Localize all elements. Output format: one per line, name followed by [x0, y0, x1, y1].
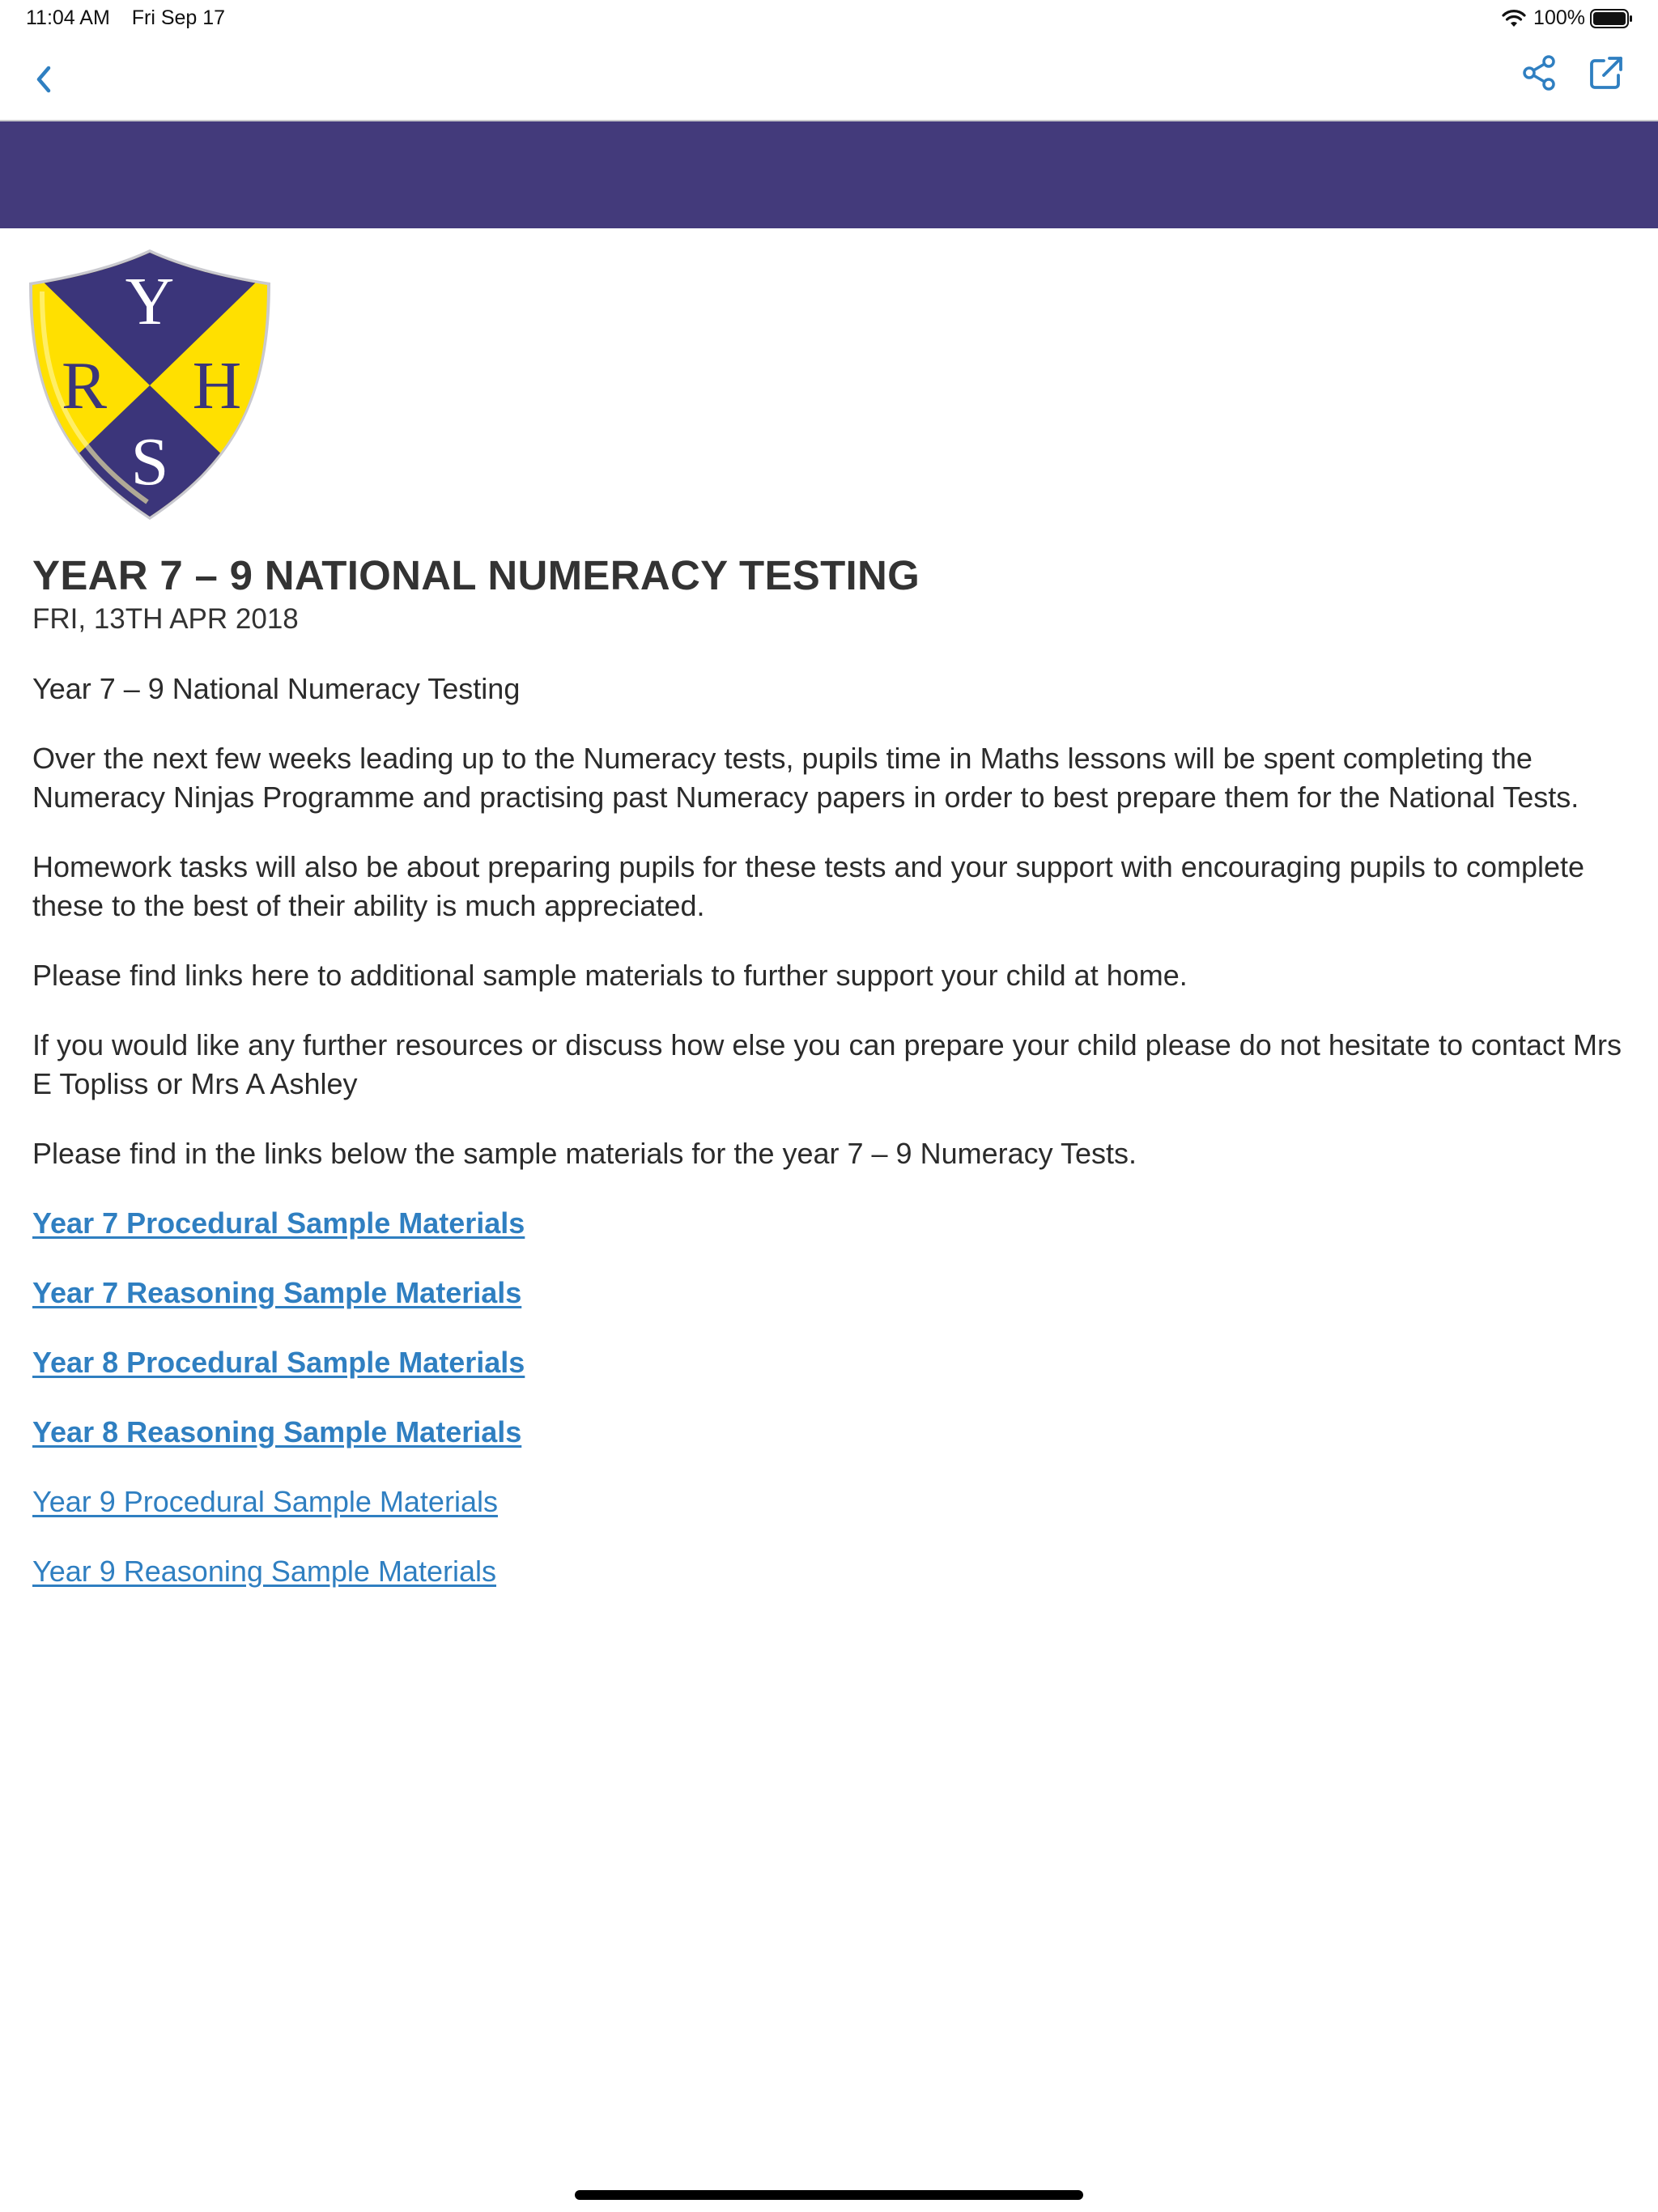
article-paragraph: Please find links here to additional sample materials to further support your child at home. [32, 958, 1188, 992]
status-time-date [26, 6, 225, 30]
share-button[interactable] [1514, 47, 1566, 99]
link-year8-procedural[interactable]: Year 8 Procedural Sample Materials [32, 1345, 525, 1379]
chevron-left-icon [32, 63, 56, 96]
share-icon [1521, 54, 1558, 91]
status-date: Fri Sep 17 [131, 6, 226, 29]
wifi-icon [1501, 9, 1527, 28]
navigation-bar [0, 39, 1658, 121]
open-external-button[interactable] [1580, 47, 1632, 99]
crest-letter-s: S [130, 424, 169, 500]
crest-letter-h: H [192, 348, 242, 423]
status-bar [0, 0, 1658, 39]
link-year8-reasoning[interactable]: Year 8 Reasoning Sample Materials [32, 1414, 522, 1448]
link-year9-reasoning[interactable]: Year 9 Reasoning Sample Materials [32, 1554, 496, 1588]
battery-percent: 100% [1533, 6, 1585, 29]
school-crest-logo [26, 249, 274, 520]
status-indicators [1501, 6, 1634, 30]
link-year7-reasoning[interactable]: Year 7 Reasoning Sample Materials [32, 1275, 522, 1309]
article-paragraph: Please find in the links below the sample materials for the year 7 – 9 Numeracy Tests. [32, 1136, 1137, 1170]
external-link-icon [1588, 54, 1625, 91]
header-banner [0, 121, 1658, 228]
article-paragraph: Homework tasks will also be about preparing pupils for these tests and your support with encouraging pupils to complete these to the best of their ability is much appreciated. [32, 849, 1585, 922]
battery-icon [1590, 8, 1634, 29]
status-time: 11:04 AM [26, 6, 110, 29]
article-paragraph: Over the next few weeks leading up to the Numeracy tests, pupils time in Maths lessons will be spent completing the Numeracy Ninjas Programme and practising past Numeracy papers in order to best prepare them for the National Tests. [32, 741, 1579, 814]
article-date: FRI, 13TH APR 2018 [32, 603, 299, 636]
article-paragraph: Year 7 – 9 National Numeracy Testing [32, 671, 521, 705]
article-paragraph: If you would like any further resources or discuss how else you can prepare your child please do not hesitate to contact Mrs E Topliss or Mrs A Ashley [32, 1027, 1622, 1100]
home-indicator[interactable] [575, 2190, 1083, 2200]
crest-letter-y: Y [125, 264, 175, 339]
link-year7-procedural[interactable]: Year 7 Procedural Sample Materials [32, 1206, 525, 1240]
back-button[interactable] [18, 53, 70, 105]
article [32, 551, 1626, 1622]
crest-letter-r: R [61, 348, 108, 423]
article-title: YEAR 7 – 9 NATIONAL NUMERACY TESTING [32, 552, 920, 598]
link-year9-procedural[interactable]: Year 9 Procedural Sample Materials [32, 1484, 498, 1518]
